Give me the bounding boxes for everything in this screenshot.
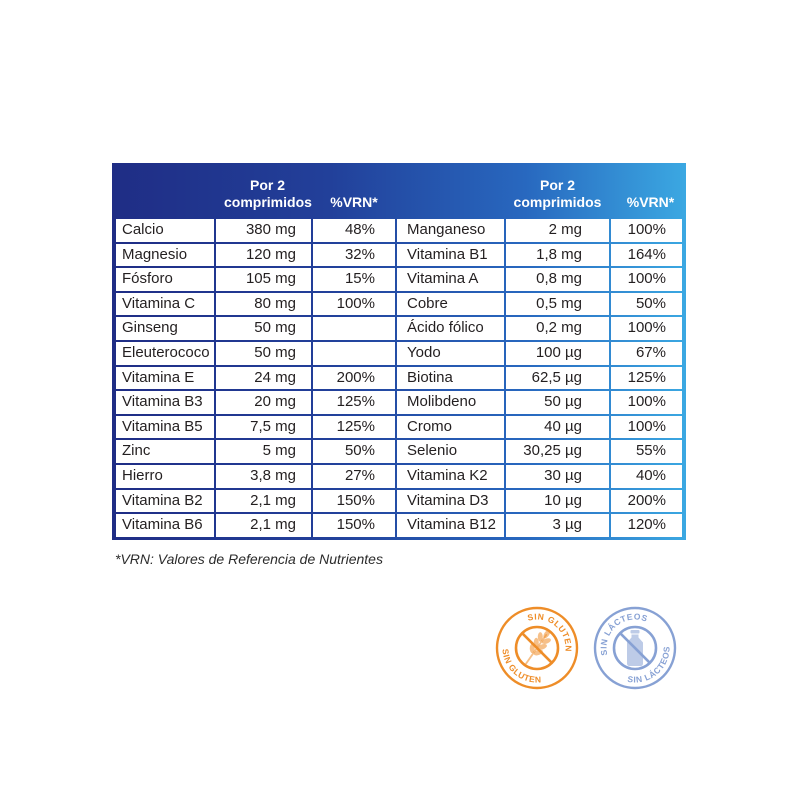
nutrient-vrn: 100% — [611, 391, 682, 414]
nutrient-vrn: 48% — [313, 219, 395, 242]
table-row — [116, 465, 682, 488]
table-row — [116, 342, 682, 365]
nutrient-amount: 3 µg — [506, 514, 609, 537]
table-row — [116, 293, 682, 316]
table-row — [116, 244, 682, 267]
nutrient-amount: 40 µg — [506, 416, 609, 439]
column-header-vrn: %VRN* — [626, 194, 675, 210]
nutrient-name: Calcio — [116, 219, 214, 242]
nutrient-vrn — [313, 317, 395, 340]
nutrient-vrn: 27% — [313, 465, 395, 488]
nutrient-amount: 7,5 mg — [216, 416, 311, 439]
badge-label-bottom: SIN LÁCTEOS — [626, 645, 672, 685]
nutrient-amount: 50 mg — [216, 317, 311, 340]
nutrient-amount: 0,5 mg — [506, 293, 609, 316]
badge-label-top: SIN LÁCTEOS — [598, 611, 650, 657]
nutrient-name: Cromo — [397, 416, 504, 439]
table-body — [116, 219, 682, 537]
nutrient-name: Vitamina B1 — [397, 244, 504, 267]
nutrient-amount: 120 mg — [216, 244, 311, 267]
nutrient-amount: 30,25 µg — [506, 440, 609, 463]
nutrient-vrn: 100% — [611, 416, 682, 439]
nutrient-vrn: 200% — [313, 367, 395, 390]
nutrient-amount: 100 µg — [506, 342, 609, 365]
table-row — [116, 440, 682, 463]
nutrient-amount: 105 mg — [216, 268, 311, 291]
nutrient-vrn — [313, 342, 395, 365]
nutrient-amount: 50 mg — [216, 342, 311, 365]
nutrient-name: Ginseng — [116, 317, 214, 340]
nutrient-name: Molibdeno — [397, 391, 504, 414]
nutrient-amount: 62,5 µg — [506, 367, 609, 390]
nutrient-amount: 2,1 mg — [216, 490, 311, 513]
nutrient-amount: 2 mg — [506, 219, 609, 242]
nutrient-name: Yodo — [397, 342, 504, 365]
nutrient-name: Ácido fólico — [397, 317, 504, 340]
table-row — [116, 490, 682, 513]
table-row — [116, 317, 682, 340]
footnote: *VRN: Valores de Referencia de Nutrientes — [115, 551, 383, 567]
nutrient-name: Eleuterococo — [116, 342, 214, 365]
column-header-amount: Por 2 comprimidos — [513, 177, 602, 210]
nutrient-vrn: 125% — [313, 416, 395, 439]
nutrient-amount: 50 µg — [506, 391, 609, 414]
nutrient-name: Vitamina C — [116, 293, 214, 316]
nutrient-vrn: 100% — [611, 268, 682, 291]
nutrient-name: Biotina — [397, 367, 504, 390]
nutrient-name: Vitamina B3 — [116, 391, 214, 414]
nutrient-vrn: 200% — [611, 490, 682, 513]
nutrient-amount: 1,8 mg — [506, 244, 609, 267]
nutrient-vrn: 100% — [313, 293, 395, 316]
nutrient-amount: 0,2 mg — [506, 317, 609, 340]
nutrient-vrn: 150% — [313, 490, 395, 513]
nutrient-vrn: 55% — [611, 440, 682, 463]
nutrient-amount: 24 mg — [216, 367, 311, 390]
nutrient-vrn: 150% — [313, 514, 395, 537]
nutrient-amount: 3,8 mg — [216, 465, 311, 488]
nutrient-name: Vitamina A — [397, 268, 504, 291]
nutrient-name: Vitamina B5 — [116, 416, 214, 439]
nutrient-name: Vitamina D3 — [397, 490, 504, 513]
nutrient-vrn: 100% — [611, 317, 682, 340]
dairy-free-badge — [593, 606, 677, 690]
nutrient-vrn: 67% — [611, 342, 682, 365]
nutrient-amount: 80 mg — [216, 293, 311, 316]
nutrient-vrn: 32% — [313, 244, 395, 267]
nutrient-name: Zinc — [116, 440, 214, 463]
table-row — [116, 268, 682, 291]
nutrient-vrn: 40% — [611, 465, 682, 488]
nutrient-name: Vitamina B6 — [116, 514, 214, 537]
nutrient-amount: 380 mg — [216, 219, 311, 242]
nutrient-name: Fósforo — [116, 268, 214, 291]
gluten-free-badge — [495, 606, 579, 690]
nutrient-vrn: 15% — [313, 268, 395, 291]
badge-label-bottom: SIN GLUTEN — [500, 648, 542, 685]
nutrient-name: Vitamina B12 — [397, 514, 504, 537]
nutrient-amount: 0,8 mg — [506, 268, 609, 291]
nutrition-table — [112, 163, 686, 540]
nutrient-amount: 5 mg — [216, 440, 311, 463]
nutrient-vrn: 120% — [611, 514, 682, 537]
nutrient-vrn: 125% — [611, 367, 682, 390]
nutrient-name: Vitamina K2 — [397, 465, 504, 488]
column-header-amount: Por 2 comprimidos — [224, 177, 312, 210]
nutrient-vrn: 50% — [611, 293, 682, 316]
table-header — [116, 163, 682, 217]
nutrient-vrn: 125% — [313, 391, 395, 414]
table-row — [116, 219, 682, 242]
nutrient-name: Magnesio — [116, 244, 214, 267]
table-row — [116, 367, 682, 390]
nutrient-amount: 2,1 mg — [216, 514, 311, 537]
nutrient-name: Cobre — [397, 293, 504, 316]
nutrient-amount: 30 µg — [506, 465, 609, 488]
badge-label-top: SIN GLUTEN — [526, 611, 574, 653]
table-row — [116, 514, 682, 537]
nutrient-vrn: 50% — [313, 440, 395, 463]
nutrient-amount: 10 µg — [506, 490, 609, 513]
nutrient-name: Hierro — [116, 465, 214, 488]
column-header-vrn: %VRN* — [330, 194, 378, 210]
nutrient-vrn: 100% — [611, 219, 682, 242]
nutrient-name: Selenio — [397, 440, 504, 463]
nutrient-name: Vitamina B2 — [116, 490, 214, 513]
nutrient-vrn: 164% — [611, 244, 682, 267]
nutrient-name: Manganeso — [397, 219, 504, 242]
nutrient-amount: 20 mg — [216, 391, 311, 414]
nutrient-name: Vitamina E — [116, 367, 214, 390]
table-row — [116, 416, 682, 439]
table-row — [116, 391, 682, 414]
